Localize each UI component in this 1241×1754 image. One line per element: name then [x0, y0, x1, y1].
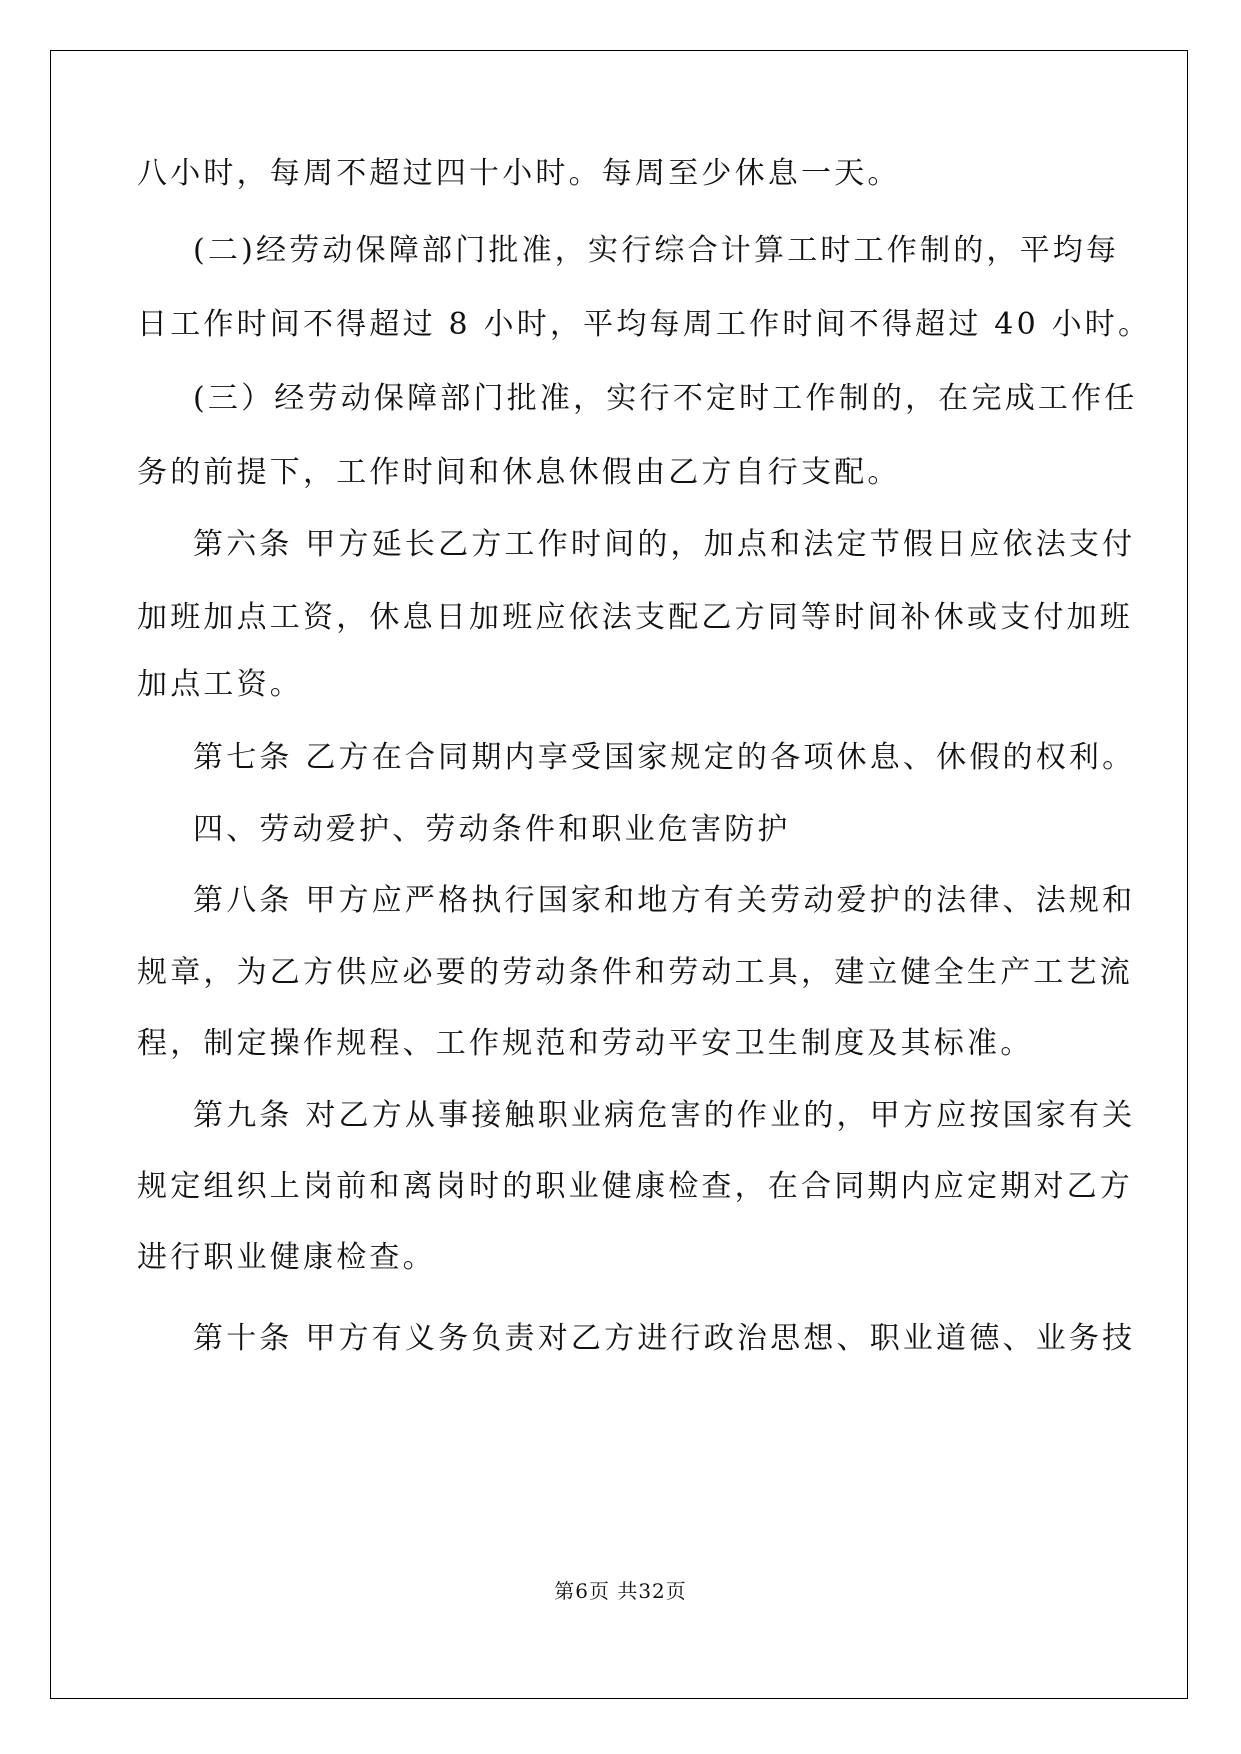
text-line: 进行职业健康检查。 [137, 1240, 436, 1275]
page-number-footer: 第6页 共32页 [554, 1579, 687, 1603]
text-line: 加班加点工资，休息日加班应依法支配乙方同等时间补休或支付加班 [137, 600, 1133, 635]
text-line: 务的前提下，工作时间和休息休假由乙方自行支配。 [137, 455, 901, 490]
text-line: 第六条 甲方延长乙方工作时间的，加点和法定节假日应依法支付 [193, 527, 1136, 562]
text-line: 第九条 对乙方从事接触职业病危害的作业的，甲方应按国家有关 [193, 1098, 1136, 1133]
text-line: 第十条 甲方有义务负责对乙方进行政治思想、职业道德、业务技 [193, 1321, 1136, 1356]
text-line: 程，制定操作规程、工作规范和劳动平安卫生制度及其标准。 [137, 1026, 1034, 1061]
text-line: 第七条 乙方在合同期内享受国家规定的各项休息、休假的权利。 [193, 740, 1136, 775]
text-line: (三）经劳动保障部门批准，实行不定时工作制的，在完成工作任 [193, 381, 1138, 416]
text-line: 规定组织上岗前和离岗时的职业健康检查，在合同期内应定期对乙方 [137, 1169, 1133, 1204]
text-line: 规章，为乙方供应必要的劳动条件和劳动工具，建立健全生产工艺流 [137, 955, 1133, 990]
text-line: 八小时，每周不超过四十小时。每周至少休息一天。 [137, 156, 901, 191]
text-line: 加点工资。 [137, 667, 303, 702]
text-line: (二)经劳动保障部门批准，实行综合计算工时工作制的，平均每 [193, 233, 1120, 268]
section-heading: 四、劳动爱护、劳动条件和职业危害防护 [193, 812, 791, 847]
text-line: 日工作时间不得超过 8 小时，平均每周工作时间不得超过 40 小时。 [137, 307, 1152, 342]
page-border [50, 50, 1188, 1699]
text-line: 第八条 甲方应严格执行国家和地方有关劳动爱护的法律、法规和 [193, 883, 1136, 918]
